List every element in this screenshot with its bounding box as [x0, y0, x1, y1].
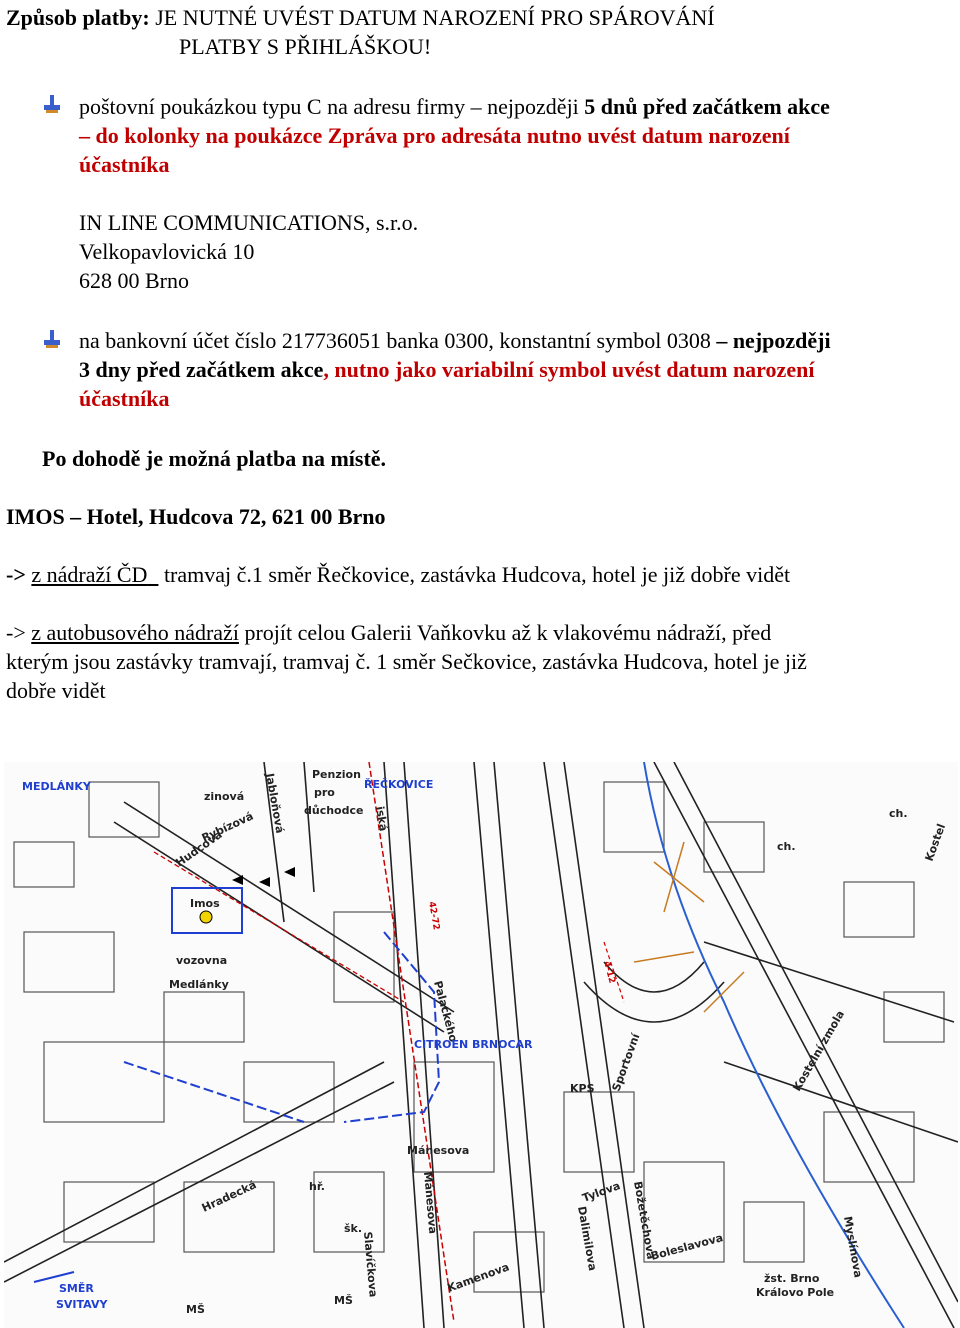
map-label: 4-12 — [601, 960, 617, 985]
map-label: Božetěchova — [631, 1180, 658, 1261]
arrow-icon — [284, 867, 295, 877]
bus-text-3: dobře vidět — [6, 678, 106, 703]
imos-hotel-marker — [172, 888, 242, 933]
map-label: Medlánky — [169, 978, 229, 991]
company-street: Velkopavlovická 10 — [79, 239, 255, 264]
map-label: Královo Pole — [756, 1286, 835, 1299]
postal-line1 — [79, 92, 830, 121]
postal-line1-normal: poštovní poukázkou typu C na adresu firmy – nejpozději — [79, 94, 579, 119]
bank-line2-red: , nutno jako variabilní symbol uvést datum narození — [323, 357, 815, 382]
map-label: Kamenova — [445, 1260, 511, 1295]
map-label: ch. — [777, 840, 796, 853]
map-label: Tylova — [580, 1179, 622, 1205]
bank-line1-bold: – nejpozději — [716, 328, 831, 353]
postal-line1-bold: 5 dnů před začátkem akce — [584, 94, 830, 119]
bullet-icon — [44, 95, 60, 113]
bank-line1 — [79, 326, 831, 355]
map-label: Imos — [190, 897, 220, 910]
map-label: šk. — [344, 1222, 363, 1235]
map-label: 42-72 — [426, 900, 441, 931]
map-label: Mánesova — [421, 1171, 440, 1235]
map-label: Hradecká — [199, 1178, 259, 1215]
map-label: pro — [314, 786, 335, 799]
map-label: Hudcova — [173, 828, 225, 870]
map-label: vozovna — [176, 954, 228, 967]
map-label: CITROEN BRNOCAR — [414, 1038, 533, 1051]
bus-station-link[interactable]: z autobusového nádraží — [31, 620, 239, 645]
map-label: žst. Brno — [764, 1272, 820, 1285]
arrow-text: -> — [6, 620, 26, 645]
arrow-text: -> — [6, 562, 26, 587]
bus-text-1: projít celou Galerii Vaňkovku až k vlakovému nádraží, před — [244, 620, 772, 645]
map-label: Kostelní zmola — [790, 1008, 848, 1094]
map-label: KPS — [570, 1082, 595, 1095]
map-label: Palackého — [431, 979, 460, 1044]
map-label: Sportovní — [609, 1031, 643, 1094]
bank-line2-bold: 3 dny před začátkem akce — [79, 357, 324, 382]
arrow-icon — [232, 875, 243, 885]
map-label: MŠ — [186, 1303, 205, 1316]
bank-line3: účastníka — [79, 386, 170, 411]
company-name: IN LINE COMMUNICATIONS, s.r.o. — [79, 210, 419, 235]
location-map — [4, 762, 958, 1328]
map-label: MEDLÁNKY — [22, 780, 91, 793]
map-label: důchodce — [304, 804, 364, 817]
payment-heading — [6, 3, 715, 32]
map-label: zinová — [204, 790, 245, 803]
train-text: tramvaj č.1 směr Řečkovice, zastávka Hudcova, hotel je již dobře vidět — [163, 562, 791, 587]
arrow-icon — [259, 877, 270, 887]
train-directions — [6, 560, 790, 589]
smiley-icon — [200, 911, 212, 923]
onsite-payment: Po dohodě je možná platba na místě. — [42, 446, 387, 471]
map-label: MŠ — [334, 1294, 353, 1307]
map-label: Kostel — [922, 821, 949, 864]
map-label: Boleslavova — [649, 1231, 725, 1263]
map-label: hř. — [309, 1180, 325, 1193]
company-city: 628 00 Brno — [79, 268, 189, 293]
map-label: SMĚR — [59, 1282, 94, 1295]
postal-line3: účastníka — [79, 152, 170, 177]
map-label: ch. — [889, 807, 908, 820]
bank-line1-normal: na bankovní účet číslo 217736051 banka 0300, konstantní symbol 0308 — [79, 328, 711, 353]
map-label: Slavíčkova — [361, 1231, 380, 1298]
map-label: Dalimilova — [575, 1205, 600, 1272]
bus-text-2: kterým jsou zastávky tramvají, tramvaj č. 1 směr Sečkovice, zastávka Hudcova, hotel je již — [6, 649, 807, 674]
map-label: iská — [373, 805, 391, 833]
postal-line2: – do kolonky na poukázce Zpráva pro adresáta nutno uvést datum narození — [79, 123, 790, 148]
map-label: Mánesova — [407, 1144, 470, 1157]
map-label: Myslínova — [841, 1215, 865, 1279]
train-station-link[interactable]: z nádraží ČD — [31, 562, 148, 587]
payment-heading-text: JE NUTNÉ UVÉST DATUM NAROZENÍ PRO SPÁROVÁNÍ — [155, 5, 715, 30]
bank-line2 — [79, 355, 814, 384]
map-label: SVITAVY — [56, 1298, 108, 1311]
map-label: Rybízová — [199, 809, 256, 845]
map-label: ŘEČKOVICE — [364, 778, 434, 791]
bullet-icon — [44, 330, 60, 348]
payment-heading-label: Způsob platby: — [6, 5, 150, 30]
bus-directions — [6, 618, 771, 647]
hotel-address: IMOS – Hotel, Hudcova 72, 621 00 Brno — [6, 504, 386, 529]
map-label: Penzion — [312, 768, 361, 781]
map-label: Jabloňová — [263, 772, 287, 835]
payment-heading-line2: PLATBY S PŘIHLÁŠKOU! — [179, 34, 432, 59]
